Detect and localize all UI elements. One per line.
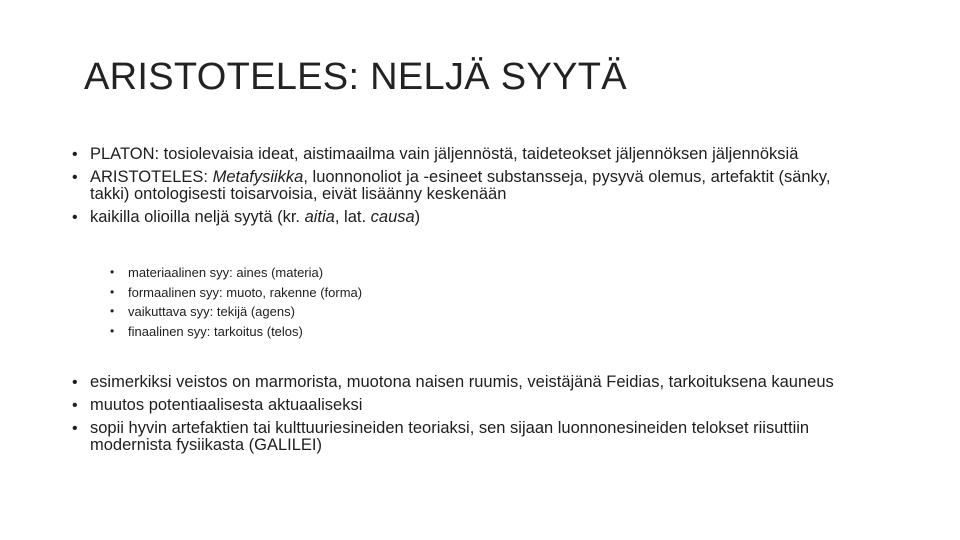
bullet-text-italic: causa <box>370 208 415 226</box>
bullet-change: • muutos potentiaalisesta aktuaaliseksi <box>72 397 872 414</box>
bullet-platon <box>72 146 872 163</box>
bullet-text-italic: aitia <box>304 208 335 226</box>
slide-title: ARISTOTELES: NELJÄ SYYTÄ <box>84 56 627 98</box>
bullet-four-causes <box>72 209 872 226</box>
bullet-text: ) <box>414 208 421 226</box>
cause-final: • finaalinen syy: tarkoitus (telos) <box>110 322 510 342</box>
cause-material: • materiaalinen syy: aines (materia) <box>110 263 510 283</box>
top-bullet-list <box>72 146 872 232</box>
bullet-text: PLATON: tosiolevaisia ideat, aistimaailma vain jäljennöstä, taideteokset jäljennöksen jäljennöksiä <box>90 145 799 163</box>
bottom-bullet-list <box>72 374 872 460</box>
bullet-text: , lat. <box>334 208 371 226</box>
bullet-text: kaikilla olioilla neljä syytä (kr. <box>90 208 305 226</box>
causes-list <box>110 263 510 341</box>
bullet-text-italic: Metafysiikka <box>212 168 304 186</box>
bullet-artefacts: • sopii hyvin artefaktien tai kulttuuriesineiden teoriaksi, sen sijaan luonnonesineiden telokset riisuttiin modernista fysiikasta (GALILEI) <box>72 420 872 454</box>
bullet-example: • esimerkiksi veistos on marmorista, muotona naisen ruumis, veistäjänä Feidias, tarkoituksena kauneus <box>72 374 872 391</box>
cause-formal: • formaalinen syy: muoto, rakenne (forma) <box>110 283 510 303</box>
bullet-text: , luonnonoliot ja -esineet substansseja, pysyvä olemus, artefaktit (sänky, takki) ontologisesti toisarvoisia, eivät lisäänny keskenään <box>90 168 831 203</box>
bullet-aristoteles <box>72 169 872 203</box>
cause-efficient: • vaikuttava syy: tekijä (agens) <box>110 302 510 322</box>
bullet-text: ARISTOTELES: <box>90 168 213 186</box>
